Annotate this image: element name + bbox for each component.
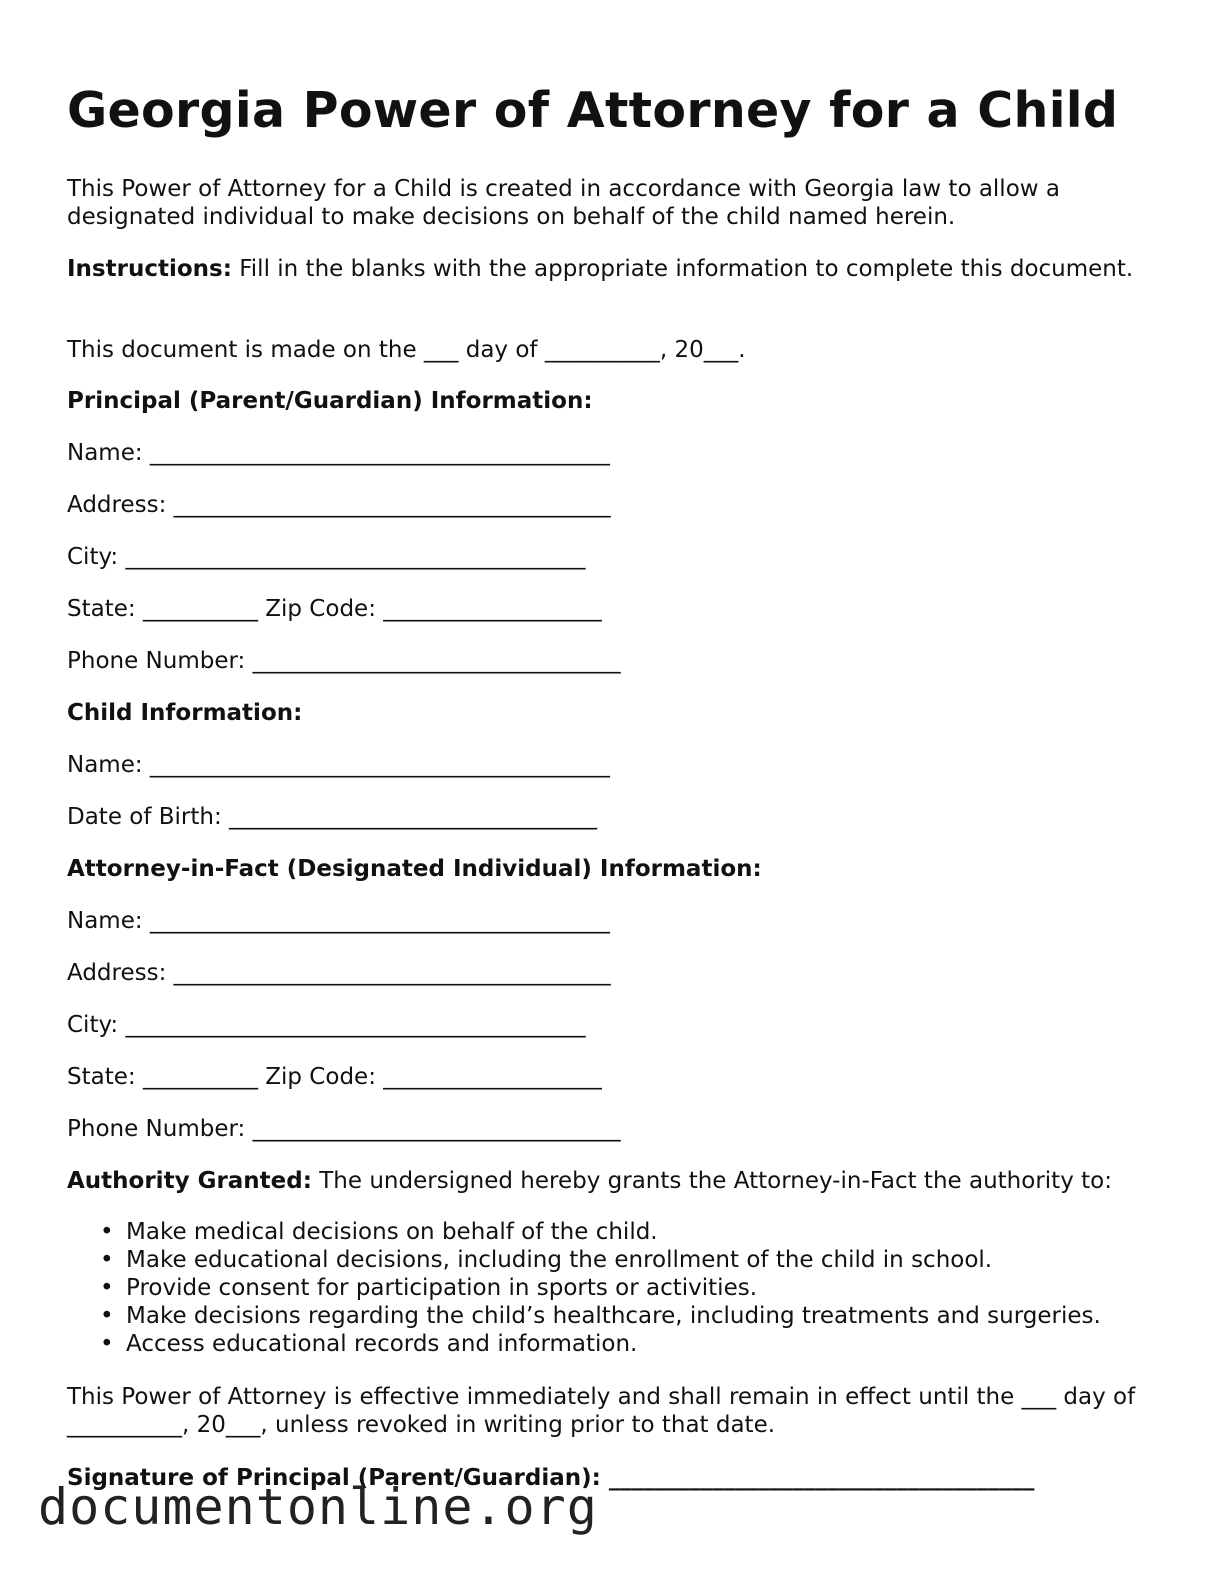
instructions-text: Fill in the blanks with the appropriate information to complete this document. [231, 256, 1134, 282]
principal-name-field: Name: ________________________________________ [67, 440, 610, 466]
attorney-name-field: Name: ________________________________________ [67, 908, 610, 934]
list-item: • Make educational decisions, including the enrollment of the child in school. [126, 1246, 1101, 1274]
instructions-label: Instructions: [67, 256, 232, 282]
list-item: • Make medical decisions on behalf of the child. [126, 1218, 1101, 1246]
child-dob-field: Date of Birth: ________________________________ [67, 804, 598, 830]
attorney-city-field: City: ________________________________________ [67, 1012, 586, 1038]
child-heading: Child Information: [67, 700, 303, 726]
authority-text: The undersigned hereby grants the Attorney-in-Fact the authority to: [311, 1168, 1112, 1194]
watermark: documentonline.org [38, 1478, 598, 1536]
instructions-paragraph [67, 255, 1167, 283]
date-line: This document is made on the ___ day of __________, 20___. [67, 337, 746, 363]
intro-paragraph: This Power of Attorney for a Child is created in accordance with Georgia law to allow a designated individual to make decisions on behalf of the child named herein. [67, 176, 1060, 230]
list-item: • Provide consent for participation in sports or activities. [126, 1274, 1101, 1302]
authority-intro [67, 1167, 1112, 1195]
list-item: • Make decisions regarding the child’s healthcare, including treatments and surgeries. [126, 1302, 1101, 1330]
attorney-phone-field: Phone Number: ________________________________ [67, 1116, 621, 1142]
principal-city-field: City: ________________________________________ [67, 544, 586, 570]
page-title: Georgia Power of Attorney for a Child [67, 82, 1119, 139]
signature-line: Signature of Principal (Parent/Guardian): _____________________________________ [67, 1465, 1035, 1491]
authority-label: Authority Granted: [67, 1168, 312, 1194]
effective-paragraph: This Power of Attorney is effective immediately and shall remain in effect until the ___ day of __________, 20___, unless revoked in writing prior to that date. [67, 1384, 1136, 1438]
attorney-address-field: Address: ______________________________________ [67, 960, 611, 986]
authority-list [67, 1218, 1101, 1358]
principal-address-field: Address: ______________________________________ [67, 492, 611, 518]
attorney-state-zip-field: State: __________ Zip Code: ___________________ [67, 1064, 602, 1090]
attorney-heading: Attorney-in-Fact (Designated Individual) Information: [67, 856, 762, 882]
principal-phone-field: Phone Number: ________________________________ [67, 648, 621, 674]
child-name-field: Name: ________________________________________ [67, 752, 610, 778]
principal-heading: Principal (Parent/Guardian) Information: [67, 388, 593, 414]
list-item: • Access educational records and information. [126, 1330, 1101, 1358]
principal-state-zip-field: State: __________ Zip Code: ___________________ [67, 596, 602, 622]
